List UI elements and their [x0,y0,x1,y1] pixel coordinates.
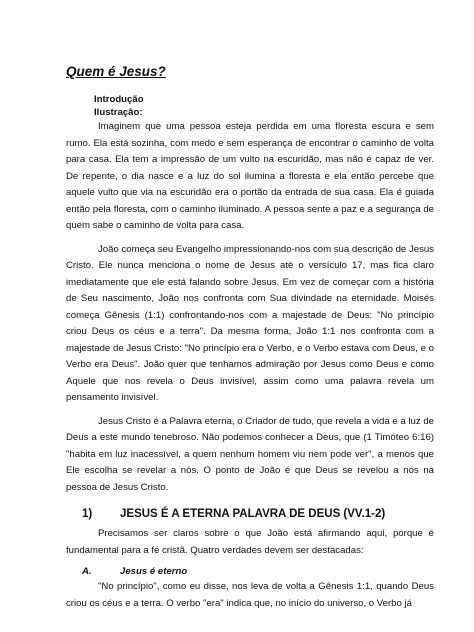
subsection-paragraph: "No princípio", como eu disse, nos leva de volta a Gênesis 1:1, quando Deus criou os céus e a terra. O verbo "era" indica que, no início do universo, o Verbo já [66,581,434,609]
paragraph-illustration: Imaginem que uma pessoa esteja perdida em uma floresta escura e sem rumo. Ela está sozinha, com medo e sem esperança de encontrar o caminho de volta para casa. Ela tem a impressão de um vulto na escuridão, mas não é capaz de ver. De repente, o dia nasce e a luz do sol ilumina a floresta e ela então percebe que aquele vulto que via na escuridão era o portão da entrada de sua casa. Ela é guiada então pela floresta, com o caminho iluminado. A pessoa sente a paz e a segurança de quem sabe o caminho de volta para casa. [66,121,434,231]
section-number: 1) [82,508,93,520]
subsection-letter: A. [82,566,92,577]
paragraph-john-gospel: João começa seu Evangelho impressionando-nos com sua descrição de Jesus Cristo. Ele nunca menciona o nome de Jesus até o versículo 17, mas fica claro imediatamente que ele está falando sobre Jesus. Em vez de começar com a história de Seu nascimento, João nos confronta com Sua divindade na eternidade. Moisés começa Gênesis (1:1) confrontando-nos com a majestade de Deus: "No princípio criou Deus os céus e a terra". Da mesma forma, João 1:1 nos confronta com a majestade de Jesus Cristo: "No princípio era o Verbo, e o Verbo estava com Deus, e o Verbo era Deus". João quer que tenhamos admiração por Jesus como Deus e como Aquele que nos revela o Deus invisível, assim como uma palavra revela um pensamento invisível. [66,243,434,403]
subsection-title: Jesus é eterno [120,566,188,577]
intro-block [66,93,434,119]
paragraph-eternal-word: Jesus Cristo é a Palavra eterna, o Criador de tudo, que revela a vida e a luz de Deus a este mundo tenebroso. Não podemos conhecer a Deus, que (1 Timóteo 6:16) "habita em luz inacessível, a quem nenhum homem viu nem pode ver", a menos que Ele escolha se revelar a nós. O ponto de João é que Deus se revelou a nós na pessoa de Jesus Cristo. [66,415,434,493]
intro-heading: Introdução [94,94,144,105]
subsection-heading-a [66,566,434,577]
document-title: Quem é Jesus? [66,64,166,79]
illustration-heading: Ilustração: [94,107,143,118]
section-heading-1 [66,508,434,520]
section-paragraph: Precisamos ser claros sobre o que João está afirmando aqui, porque é fundamental para a fé cristã. Quatro verdades devem ser destacadas: [66,528,434,556]
section-title: JESUS É A ETERNA PALAVRA DE DEUS (VV.1-2) [120,508,386,520]
